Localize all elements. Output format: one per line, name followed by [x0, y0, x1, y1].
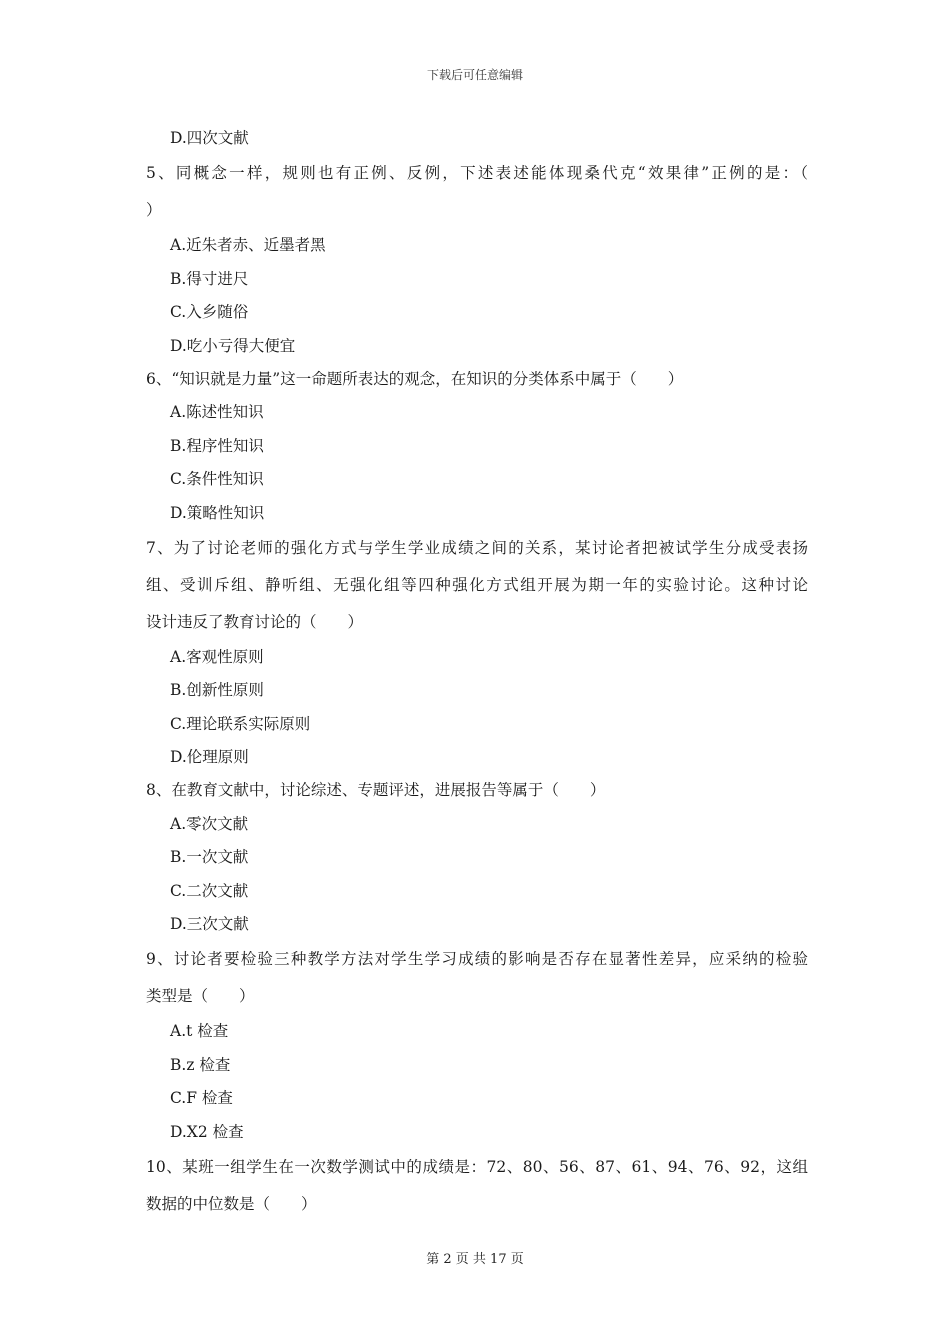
answer-option: D.策略性知识	[170, 503, 265, 522]
answer-option: C.理论联系实际原则	[170, 714, 311, 733]
answer-option: A.零次文献	[170, 814, 249, 833]
question-text	[146, 941, 808, 1015]
answer-option: D.X2 检查	[170, 1122, 244, 1141]
answer-option: D.四次文献	[170, 129, 249, 147]
answer-option: A.t 检查	[170, 1022, 229, 1041]
answer-option: C.入乡随俗	[170, 303, 249, 322]
question-line: 7、为了讨论老师的强化方式与学生学业成绩之间的关系，某讨论者把被试学生分成受表扬	[146, 538, 808, 557]
answer-option: D.伦理原则	[170, 748, 249, 767]
document-body	[146, 122, 808, 1223]
answer-option: A.近朱者赤、近墨者黑	[170, 236, 326, 255]
answer-option: B.得寸进尺	[170, 269, 249, 288]
answer-option: D.吃小亏得大便宜	[170, 336, 296, 355]
question-line: 组、受训斥组、静听组、无强化组等四种强化方式组开展为期一年的实验讨论。这种讨论	[146, 575, 808, 594]
answer-option: B.z 检查	[170, 1055, 231, 1074]
page-header: 下载后可任意编辑	[426, 68, 523, 82]
question-line: 设计违反了教育讨论的（ ）	[146, 612, 364, 631]
question-line: 5、同概念一样，规则也有正例、反例，下述表述能体现桑代克“效果律”正例的是：（	[146, 164, 808, 183]
answer-option: D.三次文献	[170, 915, 249, 934]
answer-option: B.一次文献	[170, 848, 249, 867]
answer-option: A.陈述性知识	[170, 403, 264, 422]
question-text	[146, 155, 808, 229]
page-footer: 第 2 页 共 17 页	[426, 1252, 524, 1267]
question-text: 6、“知识就是力量”这一命题所表达的观念，在知识的分类体系中属于（ ）	[146, 369, 684, 388]
question-text: 8、在教育文献中，讨论综述、专题评述，进展报告等属于（ ）	[146, 781, 606, 800]
question-line: 类型是（ ）	[146, 987, 255, 1006]
answer-option: C.F 检查	[170, 1089, 233, 1108]
answer-option: C.条件性知识	[170, 470, 264, 489]
question-text	[146, 530, 808, 641]
answer-option: B.程序性知识	[170, 436, 264, 455]
answer-option: A.客观性原则	[170, 647, 264, 666]
question-line: 9、讨论者要检验三种教学方法对学生学习成绩的影响是否存在显著性差异，应采纳的检验	[146, 950, 808, 969]
question-text	[146, 1149, 808, 1223]
question-line: 10、某班一组学生在一次数学测试中的成绩是：72、80、56、87、61、94、76、92，这组	[146, 1157, 808, 1176]
answer-option: B.创新性原则	[170, 681, 264, 700]
answer-option: C.二次文献	[170, 881, 249, 900]
question-line: 数据的中位数是（ ）	[146, 1194, 317, 1213]
question-line: ）	[146, 201, 162, 220]
